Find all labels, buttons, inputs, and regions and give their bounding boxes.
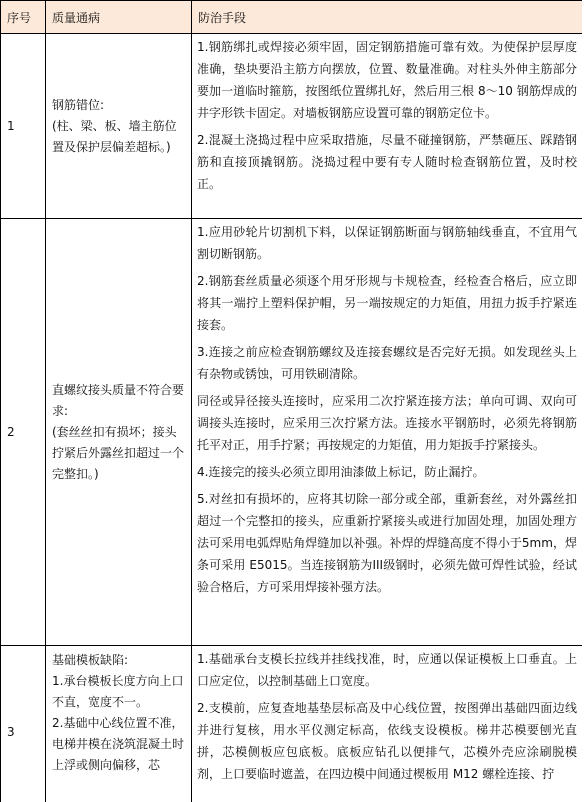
- measure-paragraph: 4.连接完的接头必须立即用油漆做上标记，防止漏拧。: [197, 465, 485, 479]
- measures-cell: [192, 34, 583, 219]
- defect-detail: (柱、梁、板、墙主筋位置及保护层偏差超标。): [52, 118, 177, 154]
- measure-paragraph: 同径或异径接头连接时，应采用二次拧紧连接方法；单向可调、双向可调接头连接时，应采用三次拧紧方法。连接水平钢筋时，必须先将钢筋托平对正，用手拧紧；再按规定的力矩值，用力矩扳手拧紧接头。: [197, 394, 577, 452]
- table-row: [1, 219, 583, 646]
- measure-paragraph: 2.钢筋套丝质量必须逐个用牙形规与卡规检查，经检查合格后，应立即将其一端拧上塑料保护帽，另一端按规定的力矩值，用扭力扳手拧紧连接套。: [197, 274, 577, 332]
- defect-title: 基础模板缺陷:: [52, 653, 129, 667]
- measure-paragraph: 1.基础承台支模长拉线并挂线找准，时，应通以保证模板上口垂直。上口应定位，以控制基础上口宽度。: [197, 652, 577, 688]
- row-number: 1: [1, 34, 46, 219]
- defect-cell: [46, 646, 192, 802]
- defect-detail: 1.承台模板长度方向上口不直，宽度不一。: [52, 674, 184, 709]
- measure-paragraph: 1.应用砂轮片切割机下料，以保证钢筋断面与钢筋轴线垂直，不宜用气割切断钢筋。: [197, 225, 577, 261]
- row-number: 3: [1, 646, 46, 802]
- table-header-row: [1, 1, 583, 34]
- header-measures: 防治手段: [192, 1, 583, 34]
- measure-paragraph: 5.对丝扣有损坏的，应将其切除一部分或全部，重新套丝，对外露丝扣超过一个完整扣的接头，应重新拧紧接头或进行加固处理，加固处理方法可采用电弧焊贴角焊缝加以补强。补焊的焊缝高度不得小于5mm，焊条可采用 E5015。当连接钢筋为III级钢时，必须先做可焊性试验，经试验合格后，方可采用焊接补强方法。: [197, 492, 577, 594]
- row-number: 2: [1, 219, 46, 646]
- measures-cell: [192, 646, 583, 802]
- measure-paragraph: 2.支模前，应复查地基垫层标高及中心线位置，按图弹出基础四面边线并进行复核，用水平仪测定标高，依线支设模板。梯井芯模要刨光直拼，芯模侧板应包底板。底板应钻孔以便排气，芯模外壳应涂刷脱模剂，上口要临时遮盖，在四边模中间通过楔板用 M12 螺栓连接、拧: [197, 701, 577, 781]
- measure-paragraph: 2.混凝土浇捣过程中应采取措施，尽量不碰撞钢筋，严禁砸压、踩踏钢筋和直接顶撬钢筋。浇捣过程中要有专人随时检查钢筋位置，及时校正。: [197, 133, 577, 191]
- defect-cell: [46, 34, 192, 219]
- measure-paragraph: 1.钢筋绑扎或焊接必须牢固，固定钢筋措施可靠有效。为使保护层厚度准确，垫块要沿主筋方向摆放，位置、数量准确。对柱头外伸主筋部分要加一道临时箍筋，按图纸位置绑扎好，然后用三根 8～10 钢筋焊成的井字形铁卡固定。对墙板钢筋应设置可靠的钢筋定位卡。: [197, 40, 577, 120]
- defect-detail: (套丝丝扣有损坏；接头拧紧后外露丝扣超过一个完整扣。): [52, 424, 185, 481]
- measures-cell: [192, 219, 583, 646]
- header-no: 序号: [1, 1, 46, 34]
- defect-title: 钢筋错位:: [52, 97, 105, 112]
- table-row: [1, 646, 583, 802]
- defect-detail: 2.基础中心线位置不准，电梯井模在浇筑混凝土时上浮或侧向偏移，芯: [52, 716, 185, 772]
- table-row: [1, 34, 583, 219]
- defect-cell: [46, 219, 192, 646]
- header-issue: 质量通病: [46, 1, 192, 34]
- measure-paragraph: 3.连接之前应检查钢筋螺纹及连接套螺纹是否完好无损。如发现丝头上有杂物或锈蚀，可用铁刷清除。: [197, 345, 577, 381]
- defect-title: 直螺纹接头质量不符合要求:: [52, 382, 185, 418]
